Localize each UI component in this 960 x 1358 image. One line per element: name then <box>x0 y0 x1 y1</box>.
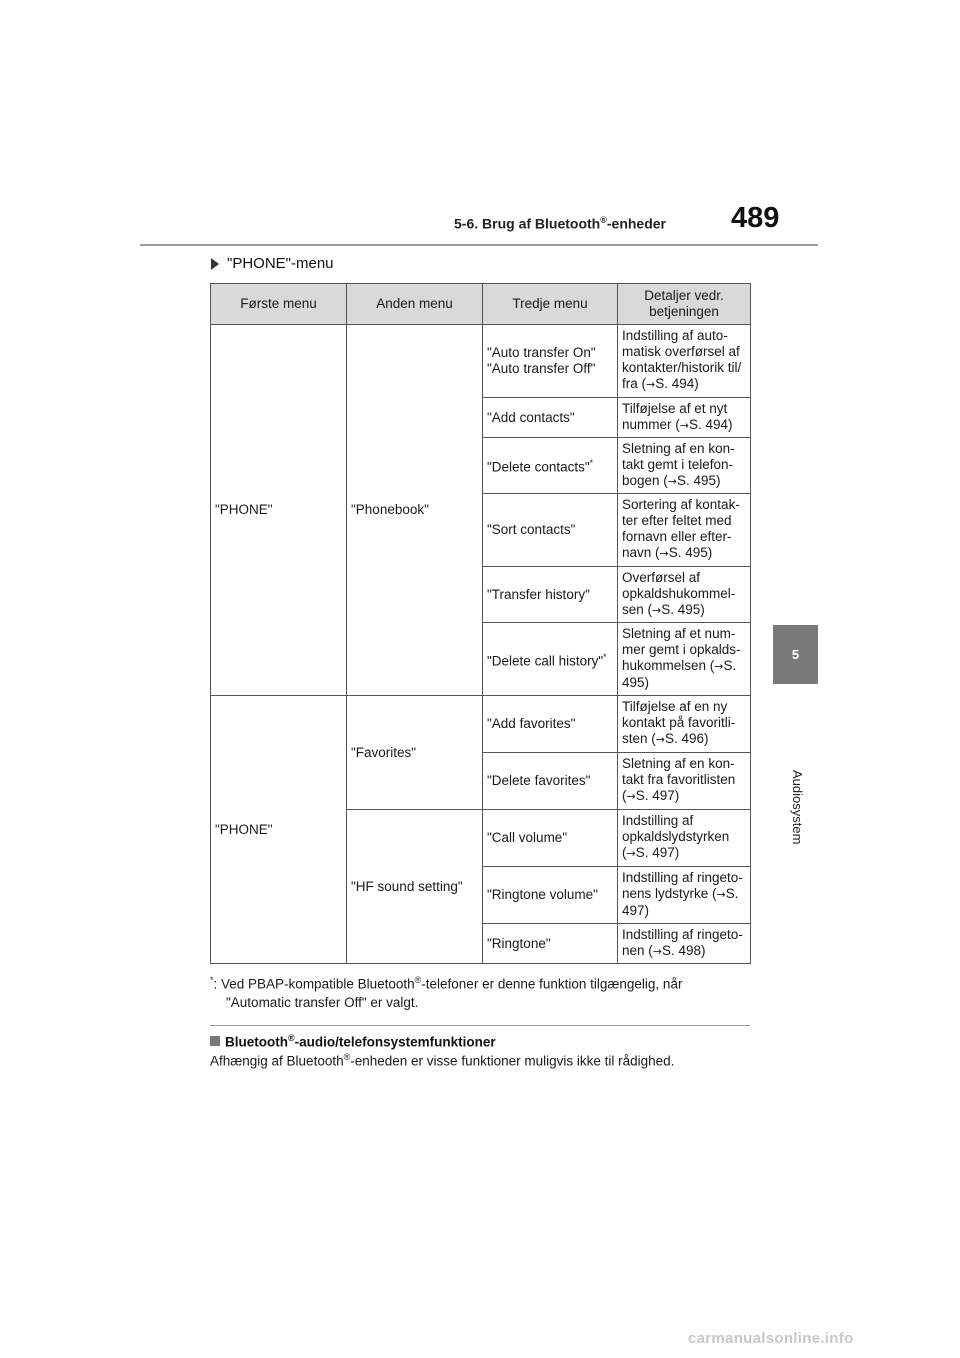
section-body-prefix: Afhængig af Bluetooth <box>210 1053 344 1069</box>
page-ref: S. 497) <box>635 845 680 860</box>
arrow-ref-icon: → <box>714 660 724 673</box>
third-menu-cell: "Auto transfer On" "Auto transfer Off" <box>483 325 618 398</box>
column-header: Anden menu <box>347 284 483 325</box>
third-menu-cell <box>483 623 618 696</box>
section-title-suffix: -audio/telefonsystemfunktioner <box>294 1034 496 1050</box>
section-header-suffix: -enheder <box>606 215 666 232</box>
page-ref: S. 495) <box>661 602 705 617</box>
second-menu-cell: "Phonebook" <box>347 325 483 696</box>
arrow-ref-icon: → <box>716 888 726 901</box>
footnote-star: * <box>589 458 594 469</box>
page-ref: S. 498) <box>662 943 706 958</box>
detail-cell <box>618 623 751 696</box>
second-menu-cell: "Favorites" <box>347 696 483 810</box>
page-ref: S. 495) <box>622 658 737 690</box>
footnote <box>210 971 750 1012</box>
page-ref: S. 495) <box>668 545 713 560</box>
detail-cell <box>618 438 751 494</box>
section-body-suffix: -enheden er visse funktioner muligvis ikke til rådighed. <box>350 1053 675 1069</box>
table-header-row <box>211 284 751 325</box>
detail-cell <box>618 494 751 567</box>
registered-mark: ® <box>343 1052 351 1062</box>
footnote-text-suffix: -telefoner er denne funktion tilgængelig, når <box>421 976 683 992</box>
first-menu-cell: "PHONE" <box>211 325 347 696</box>
detail-cell <box>618 325 751 398</box>
page-ref: S. 494) <box>655 376 699 391</box>
chapter-label: Audiosystem <box>790 770 805 845</box>
section-divider <box>210 1025 750 1026</box>
third-menu-text: "Delete contacts" <box>487 459 590 475</box>
detail-text: Tilføjelse af et nyt nummer ( <box>622 401 728 432</box>
third-menu-cell: "Transfer history" <box>483 567 618 623</box>
detail-cell <box>618 924 751 964</box>
detail-text: Tilføjelse af en ny kontakt på favoritli-sten ( <box>622 699 736 746</box>
detail-cell <box>618 753 751 810</box>
arrow-ref-icon: → <box>626 790 636 803</box>
menu-heading <box>211 255 334 272</box>
third-menu-text: "Delete call history" <box>487 653 604 669</box>
arrow-ref-icon: → <box>655 733 665 746</box>
registered-mark: ® <box>600 215 607 225</box>
section-title-prefix: Bluetooth <box>225 1034 288 1050</box>
second-menu-cell: "HF sound setting" <box>347 810 483 964</box>
detail-cell <box>618 867 751 924</box>
section-header-text: 5-6. Brug af Bluetooth <box>454 215 601 232</box>
arrow-ref-icon: → <box>667 475 678 488</box>
chapter-tab: 5 <box>773 625 818 684</box>
arrow-ref-icon: → <box>646 378 656 391</box>
registered-mark: ® <box>288 1033 295 1043</box>
detail-cell <box>618 567 751 623</box>
watermark: carmanualsonline.info <box>688 1330 854 1347</box>
footnote-star: * <box>603 651 607 662</box>
detail-text: Indstilling af ringeto-nens lydstyrke ( <box>622 870 743 901</box>
page-ref: S. 494) <box>688 417 733 432</box>
detail-text: Sortering af kontak-ter efter feltet med fornavn eller efter-navn ( <box>622 497 740 560</box>
section-title-text <box>225 1033 496 1050</box>
third-menu-cell: "Sort contacts" <box>483 494 618 567</box>
arrow-ref-icon: → <box>652 945 662 958</box>
third-menu-cell: "Add contacts" <box>483 398 618 438</box>
arrow-ref-icon: → <box>679 419 689 432</box>
detail-text: Indstilling af auto-matisk overførsel af kontakter/historik til/ fra ( <box>622 328 742 391</box>
table-row <box>211 696 751 753</box>
page-ref: S. 497) <box>622 886 739 918</box>
third-menu-cell: "Ringtone volume" <box>483 867 618 924</box>
page-ref: S. 495) <box>677 473 721 488</box>
footnote-star: * <box>210 975 214 985</box>
page-number: 489 <box>731 202 780 234</box>
footnote-line-2: "Automatic transfer Off" er valgt. <box>226 994 419 1010</box>
first-menu-cell: "PHONE" <box>211 696 347 964</box>
phone-menu-table <box>210 283 751 964</box>
detail-cell <box>618 810 751 867</box>
detail-text: Indstilling af ringeto-nen ( <box>622 927 743 958</box>
square-bullet-icon <box>210 1036 220 1046</box>
footnote-text: : Ved PBAP-kompatible Bluetooth <box>213 976 415 992</box>
column-header: Første menu <box>211 284 347 325</box>
page-ref: S. 496) <box>664 731 709 746</box>
detail-text: Indstilling af opkaldslydstyrken ( <box>622 813 730 860</box>
arrow-right-icon <box>211 258 219 270</box>
third-menu-cell: "Ringtone" <box>483 924 618 964</box>
page-ref: S. 497) <box>635 788 680 803</box>
column-header: Tredje menu <box>483 284 618 325</box>
third-menu-cell: "Call volume" <box>483 810 618 867</box>
table-row <box>211 325 751 398</box>
third-menu-cell: "Add favorites" <box>483 696 618 753</box>
column-header: Detaljer vedr. betjeningen <box>618 284 751 325</box>
arrow-ref-icon: → <box>652 604 662 617</box>
third-menu-cell: "Delete favorites" <box>483 753 618 810</box>
arrow-ref-icon: → <box>626 847 636 860</box>
section-body <box>210 1052 770 1069</box>
detail-cell <box>618 398 751 438</box>
detail-text: Overførsel af opkaldshukommel-sen ( <box>622 570 736 617</box>
detail-text: Sletning af et num-mer gemt i opkalds-hukommelsen ( <box>622 626 741 673</box>
detail-text: Sletning af en kon-takt gemt i telefon-bogen ( <box>622 441 735 488</box>
detail-text: Sletning af en kon-takt fra favoritlisten ( <box>622 756 736 803</box>
section-title <box>210 1033 496 1050</box>
detail-cell <box>618 696 751 753</box>
footnote-line-1 <box>210 971 750 994</box>
registered-mark: ® <box>414 975 422 985</box>
arrow-ref-icon: → <box>659 547 669 560</box>
third-menu-cell <box>483 438 618 494</box>
menu-heading-text: "PHONE"-menu <box>227 255 334 272</box>
header-divider <box>140 244 818 246</box>
section-header <box>454 215 666 232</box>
